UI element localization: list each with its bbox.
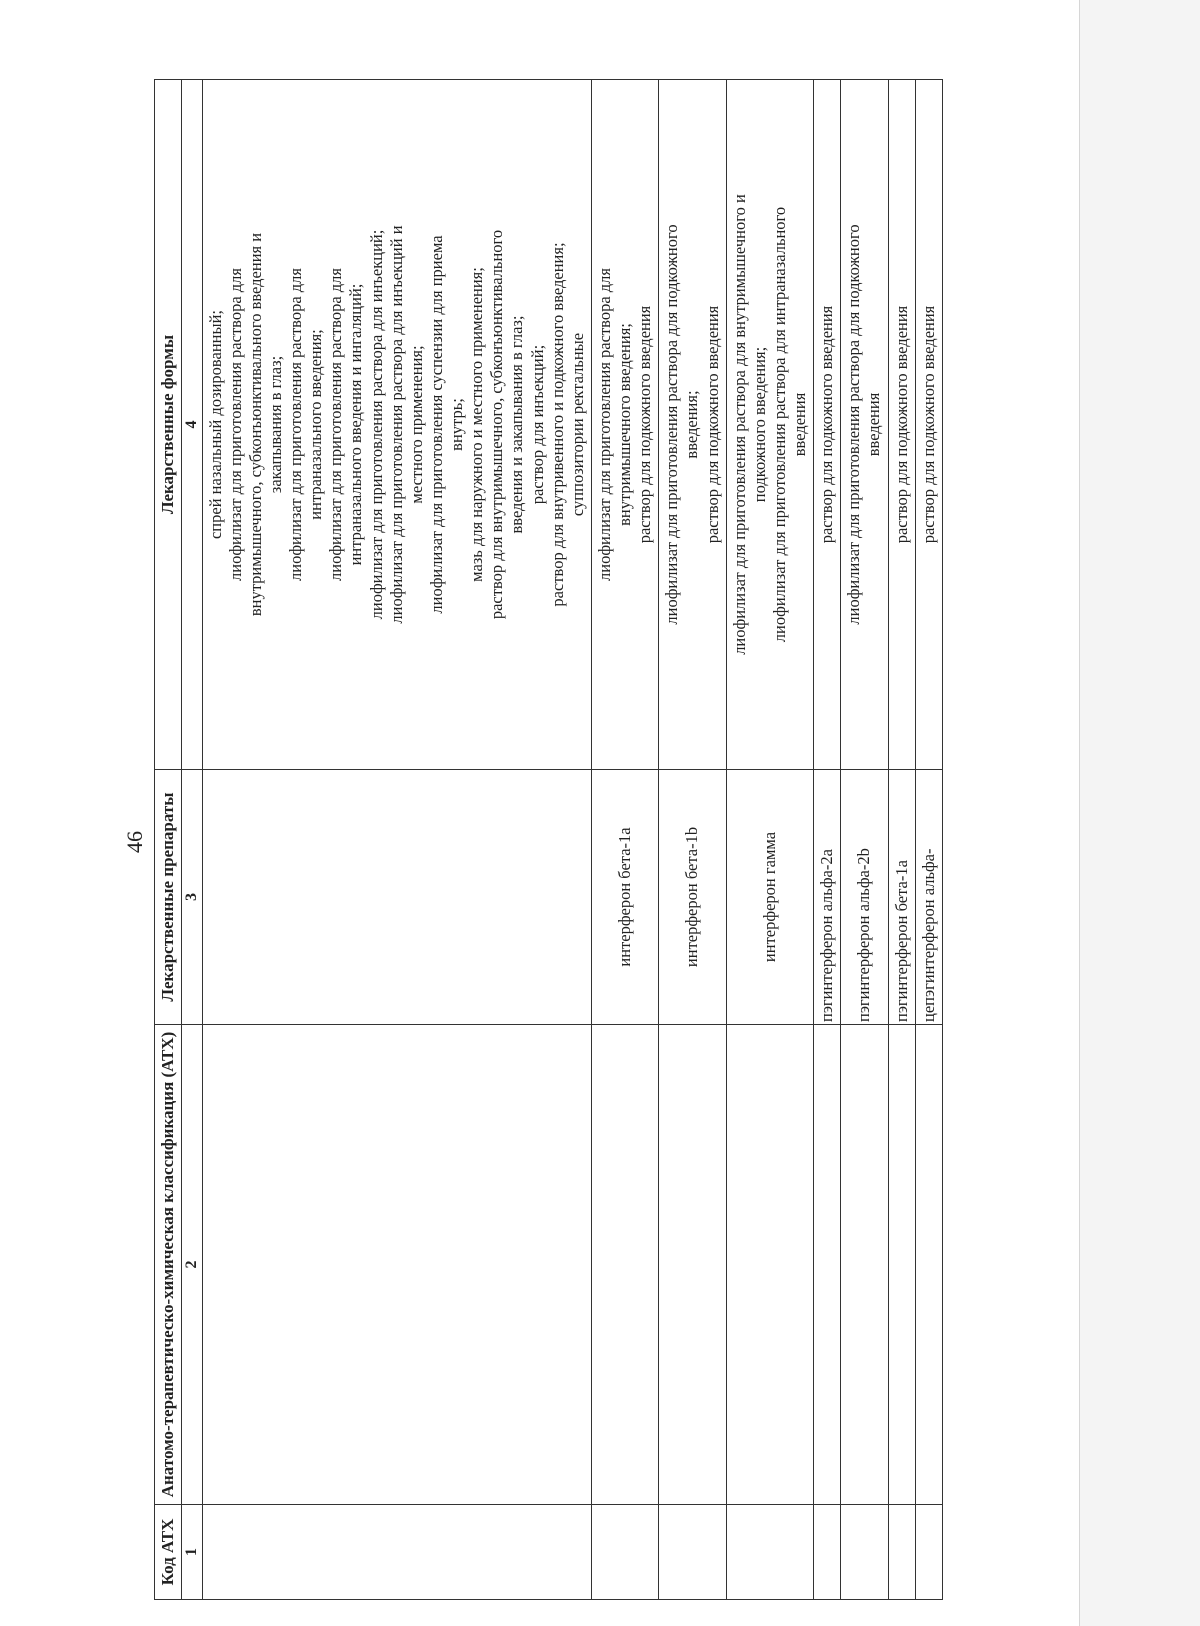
right-margin-strip — [1080, 0, 1200, 1626]
header-atc-classification: Анатомо-терапевтическо-химическая классификация (АТХ) — [155, 1025, 182, 1505]
dosage-form-line: лиофилизат для приготовления суспензии для приема — [426, 235, 446, 614]
drug-name-cell: пэгинтерферон альфа-2b — [841, 770, 888, 1025]
atc-code-cell — [814, 1505, 841, 1600]
dosage-form-line: раствор для подкожного введения — [918, 305, 938, 544]
dosage-forms-cell — [841, 80, 888, 770]
drug-name-cell: интерферон бета-1b — [659, 770, 726, 1025]
dosage-form-line: интраназального введения; — [306, 329, 326, 520]
header-dosage-forms: Лекарственные формы — [155, 80, 182, 770]
dosage-forms-cell — [202, 80, 591, 770]
dosage-form-line: внутрь; — [447, 398, 467, 451]
drug-name-cell: интерферон гамма — [726, 770, 814, 1025]
atc-classification-cell — [814, 1025, 841, 1505]
atc-code-cell — [726, 1505, 814, 1600]
dosage-form-line: лиофилизат для приготовления раствора для — [286, 268, 306, 581]
dosage-form-line: закапывания в глаз; — [265, 355, 285, 494]
column-number-4: 4 — [181, 80, 202, 770]
dosage-forms-cell — [726, 80, 814, 770]
dosage-form-line: раствор для подкожного введения — [891, 305, 911, 544]
dosage-form-line: внутримышечного, субконъюнктивального введения и — [245, 232, 265, 617]
table-row — [915, 80, 942, 1600]
dosage-form-line: раствор для подкожного введения — [635, 305, 655, 544]
atc-code-cell — [915, 1505, 942, 1600]
table-row — [726, 80, 814, 1600]
column-number-2: 2 — [181, 1025, 202, 1505]
table-row — [659, 80, 726, 1600]
drug-name-cell: интерферон бета-1a — [591, 770, 658, 1025]
dosage-form-line: раствор для внутривенного и подкожного введения; — [547, 242, 567, 607]
table-row — [888, 80, 915, 1600]
atc-code-cell — [659, 1505, 726, 1600]
atc-table — [154, 79, 943, 1600]
dosage-form-line: введения; — [682, 390, 702, 459]
drug-name-cell: цепэгинтерферон альфа- — [915, 770, 942, 1025]
table-row — [591, 80, 658, 1600]
dosage-form-line: внутримышечного введения; — [615, 323, 635, 526]
dosage-form-line: лиофилизат для приготовления раствора для инъекций и — [386, 225, 406, 624]
dosage-form-line: суппозитории ректальные — [567, 332, 587, 517]
dosage-form-line: подкожного введения; — [749, 346, 769, 503]
atc-classification-cell — [659, 1025, 726, 1505]
dosage-forms-cell — [814, 80, 841, 770]
column-number-1: 1 — [181, 1505, 202, 1600]
dosage-form-line: мазь для наружного и местного применения; — [467, 267, 487, 582]
page-number: 46 — [122, 831, 147, 853]
atc-classification-cell — [591, 1025, 658, 1505]
dosage-form-line: лиофилизат для приготовления раствора для интраназального — [769, 206, 789, 643]
header-row — [155, 80, 182, 1600]
dosage-forms-cell — [915, 80, 942, 770]
dosage-form-line: раствор для инъекций; — [527, 344, 547, 505]
table-row — [202, 80, 591, 1600]
column-number-row — [181, 80, 202, 1600]
dosage-form-line: введения — [864, 392, 884, 457]
table-row — [841, 80, 888, 1600]
atc-code-cell — [202, 1505, 591, 1600]
dosage-form-line: интраназального введения и ингаляций; — [346, 283, 366, 566]
dosage-form-line: лиофилизат для приготовления раствора для — [225, 268, 245, 581]
dosage-form-line: лиофилизат для приготовления раствора для — [326, 268, 346, 581]
dosage-forms-cell — [591, 80, 658, 770]
atc-code-cell — [591, 1505, 658, 1600]
dosage-form-line: лиофилизат для приготовления раствора для инъекций; — [366, 229, 386, 620]
dosage-form-line: лиофилизат для приготовления раствора для — [594, 268, 614, 581]
dosage-form-line: местного применения; — [406, 345, 426, 504]
drug-name-cell: пэгинтерферон альфа-2a — [814, 770, 841, 1025]
atc-classification-cell — [202, 1025, 591, 1505]
right-margin-border — [1079, 0, 1080, 1626]
dosage-forms-cell — [659, 80, 726, 770]
atc-code-cell — [888, 1505, 915, 1600]
column-number-3: 3 — [181, 770, 202, 1025]
atc-classification-cell — [841, 1025, 888, 1505]
dosage-form-line: введения — [790, 392, 810, 457]
dosage-form-line: лиофилизат для приготовления раствора для подкожного — [662, 224, 682, 625]
atc-classification-cell — [915, 1025, 942, 1505]
dosage-form-line: спрей назальный дозированный; — [205, 310, 225, 540]
dosage-form-line: введения и закапывания в глаз; — [507, 315, 527, 534]
atc-code-cell — [841, 1505, 888, 1600]
atc-classification-cell — [726, 1025, 814, 1505]
drug-name-cell: пэгинтерферон бета-1a — [888, 770, 915, 1025]
atc-classification-cell — [888, 1025, 915, 1505]
dosage-forms-cell — [888, 80, 915, 770]
rotated-page — [110, 80, 1070, 1600]
header-drugs: Лекарственные препараты — [155, 770, 182, 1025]
dosage-form-line: раствор для подкожного введения — [817, 305, 837, 544]
header-atc-code: Код АТХ — [155, 1505, 182, 1600]
table-row — [814, 80, 841, 1600]
dosage-form-line: лиофилизат для приготовления раствора для внутримышечного и — [729, 194, 749, 655]
dosage-form-line: раствор для подкожного введения — [702, 305, 722, 544]
dosage-form-line: раствор для внутримышечного, субконъюнктивального — [487, 229, 507, 620]
dosage-form-line: лиофилизат для приготовления раствора для подкожного — [844, 224, 864, 625]
drug-name-cell — [202, 770, 591, 1025]
